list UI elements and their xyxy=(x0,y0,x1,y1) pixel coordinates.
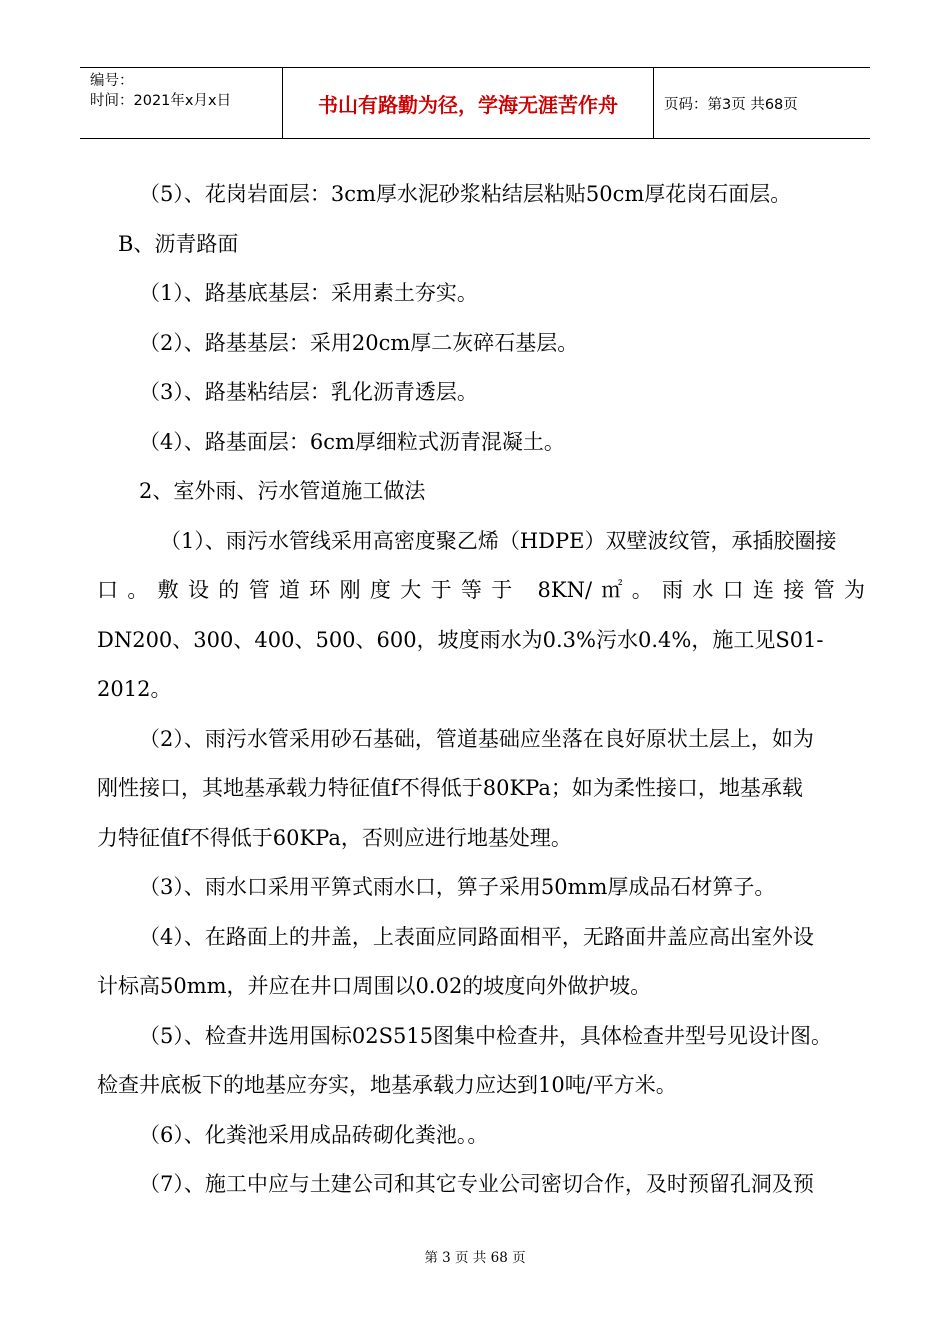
header-page-info: 页码：第3页 共68页 xyxy=(664,96,798,113)
paragraph: （4）、路基面层：6cm厚细粒式沥青混凝土。 xyxy=(139,429,565,454)
paragraph: （6）、化粪池采用成品砖砌化粪池。。 xyxy=(139,1122,489,1147)
paragraph-line: 刚性接口，其地基承载力特征值f不得低于80KPa；如为柔性接口，地基承载 xyxy=(97,776,803,800)
document-header xyxy=(80,67,870,139)
paragraph-line: 口。敷设的管道环刚度大于等于 8KN/㎡。雨水口连接管为 xyxy=(97,578,865,602)
section-heading: B、沥青路面 xyxy=(118,231,239,256)
paragraph-line: 计标高50mm，并应在井口周围以0.02的坡度向外做护坡。 xyxy=(97,974,652,998)
paragraph: （5）、花岗岩面层：3cm厚水泥砂浆粘结层粘贴50cm厚花岗石面层。 xyxy=(139,182,792,206)
paragraph: （1）、路基底基层：采用素土夯实。 xyxy=(139,281,478,305)
paragraph-line: 检查井底板下的地基应夯实，地基承载力应达到10吨/平方米。 xyxy=(97,1073,677,1097)
document-body xyxy=(97,170,865,1210)
number-label: 编号： xyxy=(90,73,134,89)
paragraph-line: （1）、雨污水管线采用高密度聚乙烯（HDPE）双壁波纹管，承插胶圈接 xyxy=(160,528,837,553)
paragraph-line: DN200、300、400、500、600，坡度雨水为0.3%污水0.4%，施工见S01- xyxy=(97,627,824,652)
paragraph-line: （7）、施工中应与土建公司和其它专业公司密切合作，及时预留孔洞及预 xyxy=(139,1172,814,1196)
paragraph-line: （4）、在路面上的井盖，上表面应同路面相平，无路面井盖应高出室外设 xyxy=(139,924,814,949)
section-heading: 2、室外雨、污水管道施工做法 xyxy=(139,479,426,503)
paragraph: （3）、雨水口采用平箅式雨水口，箅子采用50mm厚成品石材箅子。 xyxy=(139,875,776,899)
paragraph: （2）、路基基层：采用20cm厚二灰碎石基层。 xyxy=(139,330,579,355)
header-motto: 书山有路勤为径，学海无涯苦作舟 xyxy=(282,68,654,138)
paragraph-line: 2012。 xyxy=(97,677,172,701)
paragraph-line: （2）、雨污水管采用砂石基础，管道基础应坐落在良好原状土层上，如为 xyxy=(139,726,814,751)
paragraph: （3）、路基粘结层：乳化沥青透层。 xyxy=(139,380,478,404)
date-label: 时间：2021年x月x日 xyxy=(90,93,232,109)
header-meta xyxy=(80,68,282,138)
paragraph-line: （5）、检查井选用国标02S515图集中检查井，具体检查井型号见设计图。 xyxy=(139,1023,833,1048)
paragraph-line: 力特征值f不得低于60KPa，否则应进行地基处理。 xyxy=(97,825,572,850)
page-footer: 第 3 页 共 68 页 xyxy=(424,1250,526,1266)
